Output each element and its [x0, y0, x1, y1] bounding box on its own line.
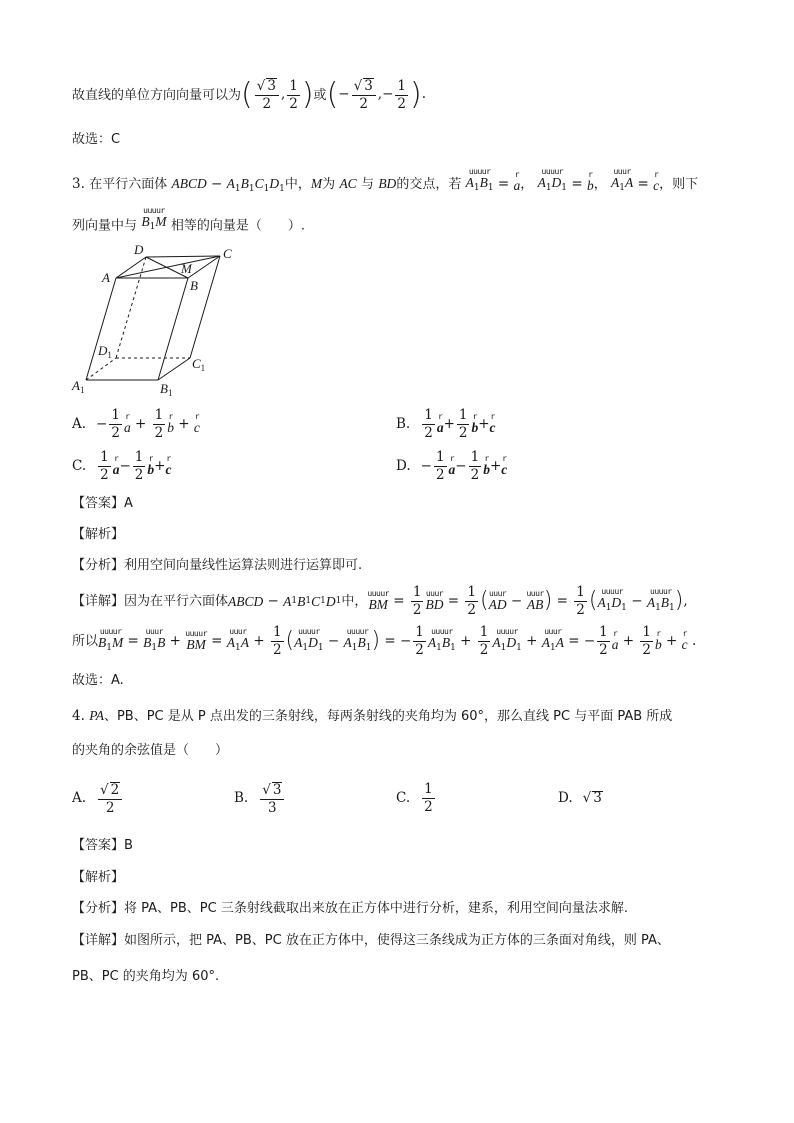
label-C: C: [223, 246, 232, 261]
line-unit-vector: 故直线的单位方向向量可以为 ( $\frac{√ 3}{2}$ , $\frac{1}{2}$ ) 或 ( − $\frac{√ 3}{2}$ ,− $\frac{1}{2}$ ) .: [72, 77, 427, 112]
q4-option-d[interactable]: D. √ 3: [558, 789, 602, 806]
label-B: B: [190, 278, 198, 293]
label-D: D: [134, 242, 144, 257]
q3-analysis: 【分析】利用空间向量线性运算法则进行运算即可.: [72, 558, 363, 573]
q3-detail-line2: 所以 uuuur $B_1M$ = uuur $B_1B$ + uuuur BM = uuur $A_1A$ + $\frac{1}{2}$ ( uuuur $A_1D_1$ − uuuur $A_1B_1$ ) = − $\frac{1}{2}$ uuuur $A_1B_1$ + $\frac{1}{2}$ uuuur $A_1D_1$ + uuur $A_1A$ = − $\frac{1}{2}$ r a + $\frac{1}{2}$ r b + r c .: [72, 624, 697, 658]
q4-analysis-head: 【解析】: [72, 870, 125, 885]
q4-answer: 【答案】B: [72, 838, 133, 853]
q3-option-d[interactable]: D. − $\frac{1}{2}$ r a − $\frac{1}{2}$ r b + r c: [396, 449, 508, 483]
q4-option-b[interactable]: B. $\frac{√ 3}{3}$: [234, 782, 286, 816]
q4-analysis: 【分析】将 PA、PB、PC 三条射线截取出来放在正方体中进行分析，建系，利用空间向量法求解.: [72, 901, 628, 916]
label-A1: $A_1$: [72, 378, 85, 395]
q3-line2: 列向量中与 uuuur $B_1M$ 相等的向量是（ ）.: [72, 206, 305, 234]
or-text: 或: [313, 87, 327, 103]
q3-option-c[interactable]: C. $\frac{1}{2}$ r a − $\frac{1}{2}$ r b + r c: [72, 449, 172, 483]
label-B1: $B_1$: [160, 381, 173, 398]
q3-analysis-head: 【解析】: [72, 527, 125, 542]
q4-detail2: PB、PC 的夹角均为 60°.: [72, 969, 220, 984]
label-C1: $C_1$: [192, 356, 206, 373]
q3-option-a[interactable]: A. − $\frac{1}{2}$ r a + $\frac{1}{2}$ r b + r c: [72, 407, 200, 441]
unit-vector-text: 故直线的单位方向向量可以为: [72, 87, 242, 103]
q4-line2: 的夹角的余弦值是（ ）: [72, 743, 229, 758]
parallelepiped-figure: [68, 240, 248, 400]
choose-c: 故选：C: [72, 132, 121, 147]
q3-option-b[interactable]: B. $\frac{1}{2}$ r a + $\frac{1}{2}$ r b + r c: [396, 407, 496, 441]
q3-line1: 3. 在平行六面体 ABCD − $A_1B_1C_1D_1$中，M为 AC 与 BD的交点，若 uuuur $A_1B_1$ = r a ， uuuur $A_1D_1$ = r b ， uuur $A_1A$ = r c ，则下: [72, 167, 699, 194]
period: .: [421, 86, 427, 103]
label-M: M: [181, 261, 192, 276]
q3-choose: 故选：A.: [72, 673, 124, 688]
label-D1: $D_1$: [98, 343, 112, 360]
q3-detail-line1: 【详解】因为在平行六面体 ABCD − A 1 B 1 C 1 D 1 中， uuuur BM = $\frac{1}{2}$ uuur BD = $\frac{1}{2}$ ( uuur AD − uuur AB ) = $\frac{1}{2}$ ( uuuur $A_1D_1$ − uuuur $A_1B_1$ ) ,: [72, 584, 688, 618]
q3-answer: 【答案】A: [72, 496, 133, 511]
label-A: A: [102, 270, 110, 285]
q4-option-c[interactable]: C. $\frac{1}{2}$: [396, 781, 433, 815]
q4-option-a[interactable]: A. $\frac{√ 2}{2}$: [72, 782, 124, 816]
q4-detail1: 【详解】如图所示，把 PA、PB、PC 放在正方体中，使得这三条线成为正方体的三条面对角线，则 PA、: [72, 933, 670, 948]
q3-number: 3.: [72, 175, 85, 192]
q4-line1: 4. PA、PB、PC 是从 P 点出发的三条射线，每两条射线的夹角均为 60°，那么直线 PC 与平面 PAB 所成: [72, 708, 673, 724]
